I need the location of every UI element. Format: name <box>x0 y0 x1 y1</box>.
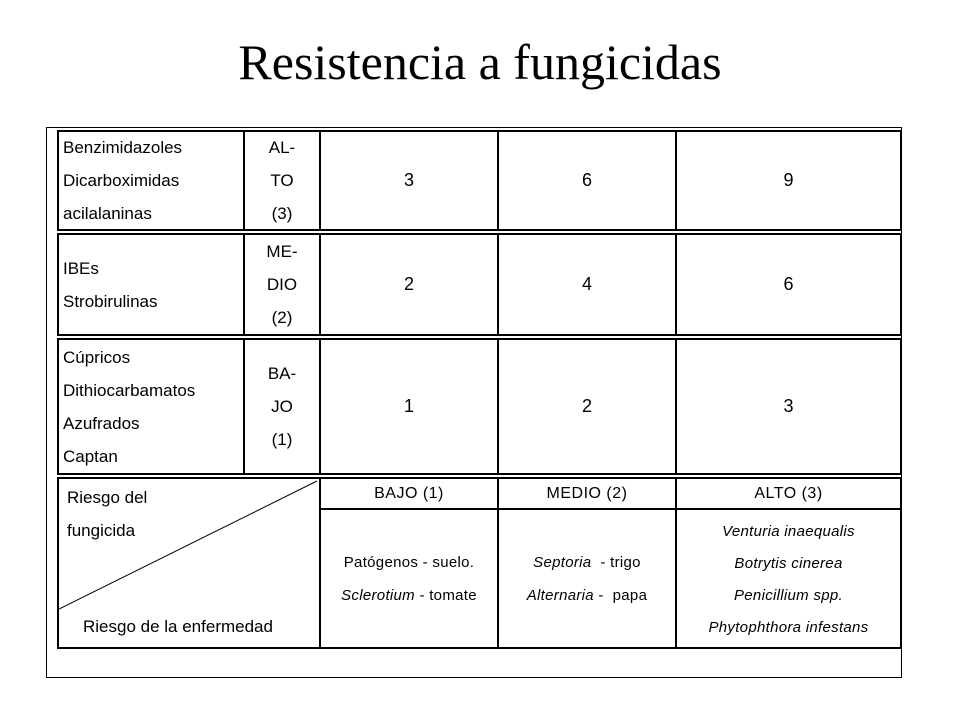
example-line: Patógenos - suelo. <box>343 553 475 571</box>
row-1-value-medium: 6 <box>497 130 677 231</box>
row-2-value-high: 6 <box>675 233 902 336</box>
row-3-value-low: 1 <box>319 338 499 475</box>
row-3-value-medium: 2 <box>497 338 677 475</box>
fungicide-group: Dicarboximidas <box>63 171 180 190</box>
risk-level-line: JO <box>271 397 293 416</box>
fungicide-group: acilalaninas <box>63 204 152 223</box>
row-1-value-high: 9 <box>675 130 902 231</box>
example-line: Venturia inaequalis <box>722 523 855 540</box>
fungicide-risk-label: Riesgo del fungicida <box>67 488 148 540</box>
row-1-risk-level <box>243 130 321 231</box>
fungicide-group: Dithiocarbamatos <box>63 380 196 400</box>
risk-level-line: TO <box>270 171 294 190</box>
examples-low <box>319 508 499 649</box>
page-title: Resistencia a fungicidas <box>238 34 722 90</box>
row-2-value-low: 2 <box>319 233 499 336</box>
fungicide-group: Strobirulinas <box>63 291 158 311</box>
example-line: Phytophthora infestans <box>708 619 869 636</box>
example-line: Septoria - trigo <box>533 553 641 571</box>
risk-level-line: (3) <box>271 204 293 223</box>
row-2-value-medium: 4 <box>497 233 677 336</box>
risk-axes-corner <box>57 477 321 649</box>
example-line: Botrytis cinerea <box>734 555 843 572</box>
row-3-value-high: 3 <box>675 338 902 475</box>
risk-level-line: (1) <box>271 430 293 449</box>
column-header-low: BAJO (1) <box>319 477 499 510</box>
risk-level-line: ME- <box>266 242 298 261</box>
disease-risk-label: Riesgo de la enfermedad <box>83 617 273 636</box>
row-2-fungicide-groups <box>57 233 245 336</box>
examples-medium <box>497 508 677 649</box>
fungicide-group: IBEs <box>63 258 99 278</box>
row-3-fungicide-groups <box>57 338 245 475</box>
risk-level-line: (2) <box>271 308 293 327</box>
fungicide-group: Benzimidazoles <box>63 138 183 157</box>
row-1-fungicide-groups <box>57 130 245 231</box>
column-header-medium: MEDIO (2) <box>497 477 677 510</box>
examples-high <box>675 508 902 649</box>
example-line: Sclerotium - tomate <box>341 586 477 604</box>
row-2-risk-level <box>243 233 321 336</box>
fungicide-group: Azufrados <box>63 413 140 433</box>
risk-level-line: BA- <box>267 364 297 383</box>
row-1-value-low: 3 <box>319 130 499 231</box>
row-3-risk-level <box>243 338 321 475</box>
risk-level-line: DIO <box>266 275 298 294</box>
risk-level-line: AL- <box>268 138 296 157</box>
fungicide-group: Captan <box>63 446 118 466</box>
example-line: Penicillium spp. <box>733 587 843 604</box>
fungicide-group: Cúpricos <box>63 347 131 367</box>
example-line: Alternaria - papa <box>526 586 648 604</box>
column-header-high: ALTO (3) <box>675 477 902 510</box>
